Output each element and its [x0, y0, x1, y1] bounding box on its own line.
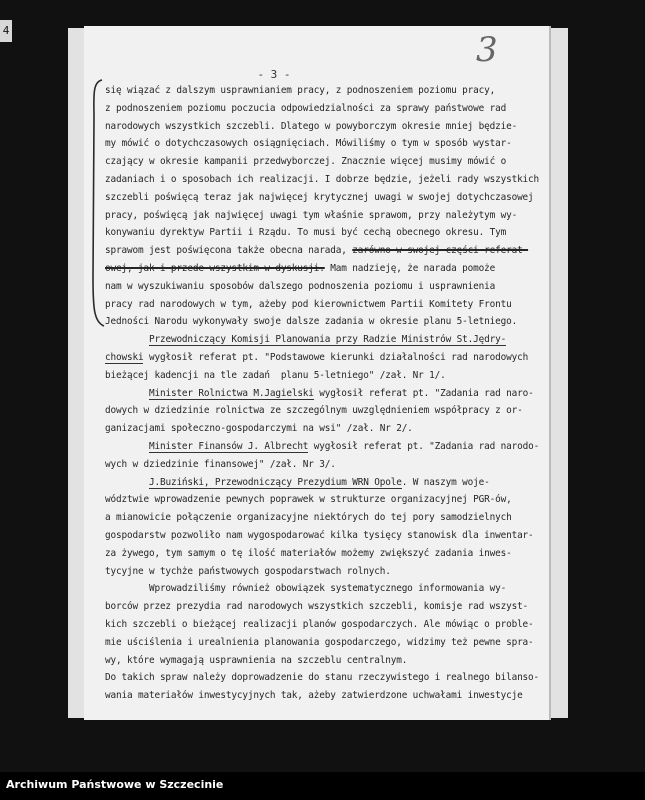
struck-text: zarówno w swojej części referat-: [352, 245, 529, 257]
text-line: [105, 313, 545, 331]
text-line: [105, 491, 545, 509]
text-line: [105, 402, 545, 420]
text-run: się wiązać z dalszym usprawnianiem pracy, z podnoszeniem poziomu pracy,: [105, 85, 496, 96]
text-line: [105, 616, 545, 634]
text-line: [105, 118, 545, 136]
text-run: [105, 477, 149, 488]
page-number: - 3 -: [257, 68, 291, 81]
text-line: [105, 349, 545, 367]
text-run: wygłosił referat pt. "Podstawowe kierunki działalności rad narodowych: [143, 351, 529, 363]
text-line: [105, 242, 545, 260]
text-run: [105, 334, 149, 345]
text-run: ganizacjami społeczno-gospodarczymi na wsi" /zał. Nr 2/.: [105, 423, 413, 435]
text-line: [105, 580, 545, 598]
text-line: [105, 207, 545, 225]
text-run: tycyjne w tychże państwowych gospodarstwach rolnych.: [105, 565, 391, 577]
frame-number: 4: [0, 20, 12, 42]
text-run: czający w okresie kampanii przedwyborczej. Znacznie więcej musimy mówić o: [105, 156, 507, 168]
text-line: [105, 545, 545, 563]
text-run: szczebli poświęcą teraz jak najwięcej krytycznej uwagi w swojej dotychczasowej: [105, 191, 534, 203]
text-line: [105, 456, 545, 474]
text-run: bieżącej kadencji na tle zadań planu 5-letniego" /zał. Nr 1/.: [105, 369, 446, 381]
text-line: [105, 385, 545, 403]
text-line: [105, 331, 545, 349]
text-run: Wprowadziliśmy również obowiązek systematycznego informowania wy-: [105, 583, 507, 595]
text-run: a mianowicie połączenie organizacyjne niektórych do tej pory samodzielnych: [105, 512, 512, 524]
text-line: [105, 669, 545, 687]
text-run: sprawom jest poświęcona także obecna narada,: [105, 245, 353, 257]
text-run: pracy, poświęcą jak najwięcej uwagi tym właśnie sprawom, przy należytym wy-: [105, 209, 518, 221]
text-line: [105, 598, 545, 616]
text-run: nam w wyszukiwaniu sposobów dalszego podnoszenia poziomu i usprawnienia: [105, 280, 496, 292]
text-line: [105, 367, 545, 385]
text-line: [105, 189, 545, 207]
text-line: [105, 509, 545, 527]
text-run: zadaniach i o sposobach ich realizacji. I dobrze będzie, jeżeli rady wszystkich: [105, 173, 540, 185]
text-line: [105, 171, 545, 189]
text-line: [105, 278, 545, 296]
text-run: konywaniu dyrektyw Partii i Rządu. To musi być cechą obecnego okresu. Tym: [105, 227, 507, 239]
text-line: [105, 260, 545, 278]
text-run: wy, które wymagają usprawnienia na szczeblu centralnym.: [105, 654, 408, 666]
document-body-text: [105, 82, 545, 705]
underlined-speaker: J.Buziński, Przewodniczący Prezydium WRN Opole: [148, 476, 402, 488]
text-run: Jedności Narodu wykonywały swoje dalsze zadania w okresie planu 5-letniego.: [105, 316, 518, 328]
text-line: [105, 420, 545, 438]
text-run: my mówić o dotychczasowych osiągnięciach. Mówiliśmy o tym w sposób wystar-: [105, 138, 512, 150]
text-line: [105, 652, 545, 670]
text-run: wygłosił referat pt. "Zadania rad narodo-: [308, 440, 540, 452]
text-line: [105, 82, 545, 100]
underlined-speaker: Przewodniczący Komisji Planowania przy Radzie Ministrów St.Jędry-: [148, 334, 507, 346]
text-line: [105, 100, 545, 118]
text-run: narodowych wszystkich szczebli. Dlatego w powyborczym okresie mniej będzie-: [105, 120, 518, 132]
text-line: [105, 438, 545, 456]
text-line: [105, 687, 545, 705]
text-run: [105, 441, 149, 452]
text-run: mie uściślenia i urealnienia planowania gospodarczego, widzimy też pewne spra-: [105, 636, 534, 648]
struck-text: owej, jak i przede wszystkim w dyskusji.: [105, 262, 325, 274]
text-run: wództwie wprowadzenie pewnych poprawek w strukturze organizacyjnej PGR-ów,: [105, 494, 512, 506]
text-line: [105, 474, 545, 492]
text-run: kich szczebli o bieżącej realizacji planów gospodarczych. Ale mówiąc o proble-: [105, 618, 534, 630]
text-line: [105, 224, 545, 242]
text-run: Do takich spraw należy doprowadzenie do stanu rzeczywistego i realnego bilanso-: [105, 672, 540, 684]
document-page: [84, 26, 549, 720]
archive-label: Archiwum Państwowe w Szczecinie: [6, 778, 224, 791]
archive-footer-bar: [0, 772, 645, 800]
text-line: [105, 153, 545, 171]
underlined-speaker: Minister Rolnictwa M.Jagielski: [148, 387, 314, 399]
text-run: wania materiałów inwestycyjnych tak, ażeby zatwierdzone uchwałami inwestycje: [105, 690, 523, 702]
text-run: Mam nadzieję, że narada pomoże: [324, 262, 496, 274]
text-line: [105, 135, 545, 153]
text-run: borców przez prezydia rad narodowych wszystkich szczebli, komisje rad wszyst-: [105, 601, 529, 613]
text-line: [105, 563, 545, 581]
text-run: wygłosił referat pt. "Zadania rad naro-: [313, 387, 534, 399]
text-run: z podnoszeniem poziomu poczucia odpowiedzialności za sprawy państwowe rad: [105, 102, 507, 114]
text-run: pracy rad narodowych w tym, ażeby pod kierownictwem Partii Komitety Frontu: [105, 298, 512, 310]
text-run: za żywego, tym samym o tę ilość materiałów możemy zwiększyć zadania inwes-: [105, 547, 512, 559]
text-line: [105, 527, 545, 545]
underlined-speaker: chowski: [105, 351, 144, 363]
text-run: wych w dziedzinie finansowej" /zał. Nr 3/.: [105, 458, 336, 470]
text-line: [105, 634, 545, 652]
text-run: [105, 388, 149, 399]
text-run: dowych w dziedzinie rolnictwa ze szczególnym uwzględnieniem współpracy z or-: [105, 405, 523, 417]
margin-bracket-mark: [88, 78, 106, 328]
underlined-speaker: Minister Finansów J. Albrecht: [148, 440, 309, 452]
text-run: gospodarstw pozwoliło nam wygospodarować kilka tysięcy stanowisk dla inwentar-: [105, 529, 534, 541]
handwritten-page-number: 3: [476, 30, 498, 70]
text-run: . W naszym woje-: [401, 476, 490, 488]
text-line: [105, 296, 545, 314]
